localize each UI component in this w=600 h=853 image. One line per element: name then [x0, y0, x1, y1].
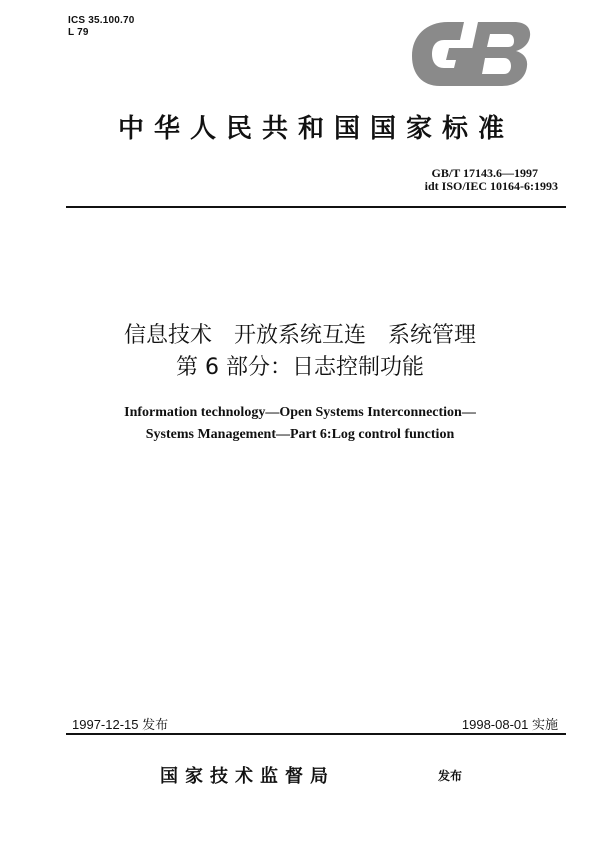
chinese-title-line-2: 第 6 部分：日志控制功能 [176, 355, 424, 380]
chinese-title-line-1: 信息技术 开放系统互连 系统管理 [123, 323, 476, 348]
implementation-date: 1998-08-01 实施 [461, 717, 558, 732]
ics-code: ICS 35.100.70 [68, 15, 135, 26]
issuing-action: 发布 [438, 769, 463, 783]
english-title-line-2: Systems Management—Part 6:Log control function [145, 427, 455, 442]
gb-logo-g-shape [412, 22, 474, 86]
issuing-authority: 国家技术监督局 [160, 766, 335, 787]
english-title-line-1: Information technology—Open Systems Interconnection— [124, 405, 476, 420]
ccs-code: L 79 [68, 27, 89, 38]
equivalent-standard: idt ISO/IEC 10164-6:1993 [424, 179, 558, 193]
standard-number: GB/T 17143.6—1997 [431, 166, 538, 180]
gb-logo [410, 18, 532, 90]
bottom-divider [66, 733, 566, 735]
issue-date: 1997-12-15 发布 [72, 717, 169, 732]
gb-logo-b-shape [464, 22, 530, 86]
standard-category-title: 中华人民共和国国家标准 [117, 114, 514, 144]
top-divider [66, 206, 566, 208]
